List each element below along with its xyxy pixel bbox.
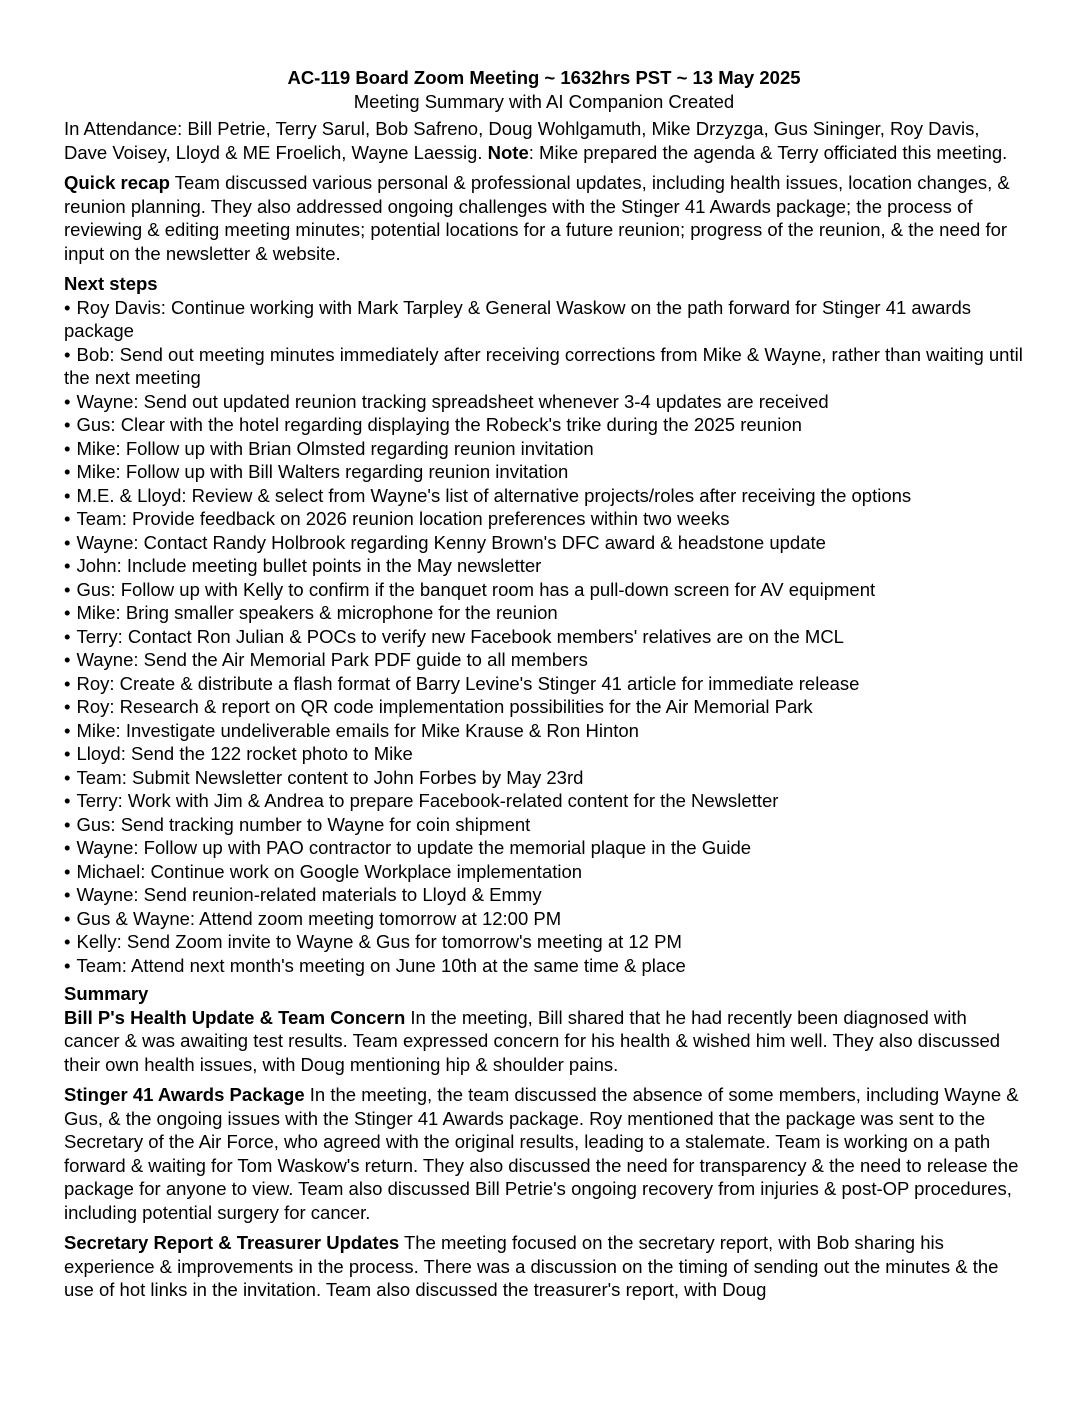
summary-section-label: Secretary Report & Treasurer Updates bbox=[64, 1232, 400, 1253]
next-step-text: Michael: Continue work on Google Workplace implementation bbox=[76, 860, 583, 882]
next-step-item bbox=[64, 460, 1024, 484]
bullet-icon: • bbox=[64, 813, 71, 835]
next-step-text: Terry: Contact Ron Julian & POCs to verify new Facebook members' relatives are on the MCL bbox=[76, 625, 844, 647]
next-step-text: Gus: Follow up with Kelly to confirm if the banquet room has a pull-down screen for AV equipment bbox=[76, 578, 876, 600]
next-step-item bbox=[64, 813, 1024, 837]
bullet-icon: • bbox=[64, 578, 71, 600]
next-step-text: M.E. & Lloyd: Review & select from Wayne's list of alternative projects/roles after receiving the options bbox=[76, 484, 912, 506]
next-step-text: Mike: Investigate undeliverable emails for Mike Krause & Ron Hinton bbox=[76, 719, 639, 741]
next-step-text: Gus & Wayne: Attend zoom meeting tomorrow at 12:00 PM bbox=[76, 907, 562, 929]
next-step-item bbox=[64, 578, 1024, 602]
bullet-icon: • bbox=[64, 696, 71, 717]
bullet-icon: • bbox=[64, 672, 71, 694]
bullet-icon: • bbox=[64, 884, 71, 905]
bullet-icon: • bbox=[64, 625, 71, 647]
summary-section-text: In the meeting, the team discussed the absence of some members, including Wayne & Gus, & the ongoing issues with the Stinger 41 Awards package. Roy mentioned that the package was sent to the Secretary of the Air Force, who agreed with the original results, leading to a stalemate. Team is working on a path forward & waiting for Tom Waskow's return. They also discussed the need for transparency & the need to release the package for anyone to view. Team also discussed Bill Petrie's ongoing recovery from injuries & post-OP procedures, including potential surgery for cancer. bbox=[64, 1084, 1019, 1223]
next-step-item bbox=[64, 554, 1024, 578]
bullet-icon: • bbox=[64, 414, 71, 435]
next-step-item bbox=[64, 883, 1024, 907]
bullet-icon: • bbox=[64, 296, 71, 318]
next-step-text: Team: Provide feedback on 2026 reunion location preferences within two weeks bbox=[76, 508, 730, 529]
summary-section-label: Stinger 41 Awards Package bbox=[64, 1084, 305, 1105]
next-step-text: Mike: Bring smaller speakers & microphone for the reunion bbox=[76, 602, 558, 623]
bullet-icon: • bbox=[64, 508, 71, 529]
next-step-text: Wayne: Send the Air Memorial Park PDF guide to all members bbox=[76, 649, 588, 670]
next-step-text: Gus: Clear with the hotel regarding displaying the Robeck's trike during the 2025 reunion bbox=[76, 414, 802, 435]
next-step-item bbox=[64, 954, 1024, 978]
recap-paragraph bbox=[64, 171, 1024, 265]
next-step-text: Roy: Research & report on QR code implementation possibilities for the Air Memorial Park bbox=[76, 696, 813, 717]
bullet-icon: • bbox=[64, 931, 71, 952]
next-step-item bbox=[64, 343, 1024, 390]
next-step-text: Wayne: Follow up with PAO contractor to update the memorial plaque in the Guide bbox=[76, 837, 752, 858]
next-step-text: Gus: Send tracking number to Wayne for coin shipment bbox=[76, 813, 531, 835]
next-step-item bbox=[64, 789, 1024, 813]
attendance-text: In Attendance: Bill Petrie, Terry Sarul, Bob Safreno, Doug Wohlgamuth, Mike Drzyzga, Gus Sininger, Roy Davis, Dave Voisey, Lloyd & ME Froelich, Wayne Laessig. bbox=[64, 118, 980, 163]
bullet-icon: • bbox=[64, 860, 71, 882]
bullet-icon: • bbox=[64, 343, 71, 365]
next-step-item bbox=[64, 719, 1024, 743]
document-body bbox=[64, 66, 1024, 1309]
next-step-item bbox=[64, 507, 1024, 531]
bullet-icon: • bbox=[64, 837, 71, 858]
next-step-item bbox=[64, 390, 1024, 414]
bullet-icon: • bbox=[64, 719, 71, 741]
next-step-text: Team: Submit Newsletter content to John Forbes by May 23rd bbox=[76, 766, 584, 788]
next-step-item bbox=[64, 860, 1024, 884]
summary-section bbox=[64, 1083, 1024, 1224]
document-title: AC-119 Board Zoom Meeting ~ 1632hrs PST ~ 13 May 2025 bbox=[287, 67, 801, 88]
document-subtitle: Meeting Summary with AI Companion Created bbox=[353, 90, 735, 112]
note-label: Note bbox=[487, 141, 529, 163]
bullet-icon: • bbox=[64, 790, 71, 811]
next-step-item bbox=[64, 437, 1024, 461]
next-step-item bbox=[64, 672, 1024, 696]
next-step-text: Roy: Create & distribute a flash format of Barry Levine's Stinger 41 article for immediate release bbox=[76, 672, 860, 694]
next-step-text: Bob: Send out meeting minutes immediately after receiving corrections from Mike & Wayne, rather than waiting until the next meeting bbox=[64, 343, 1023, 388]
next-step-item bbox=[64, 766, 1024, 790]
next-step-text: Kelly: Send Zoom invite to Wayne & Gus for tomorrow's meeting at 12 PM bbox=[76, 931, 682, 952]
next-step-item bbox=[64, 742, 1024, 766]
next-step-item bbox=[64, 296, 1024, 343]
next-step-text: Terry: Work with Jim & Andrea to prepare Facebook-related content for the Newsletter bbox=[76, 790, 779, 811]
summary-section bbox=[64, 1006, 1024, 1077]
summary-section-text: In the meeting, Bill shared that he had recently been diagnosed with cancer & was awaiting test results. Team expressed concern for his health & wished him well. They also discussed their own health issues, with Doug mentioning hip & shoulder pains. bbox=[64, 1006, 1001, 1075]
summary-heading: Summary bbox=[64, 983, 149, 1004]
summary-sections bbox=[64, 1006, 1024, 1302]
next-steps-list bbox=[64, 296, 1024, 978]
bullet-icon: • bbox=[64, 602, 71, 623]
next-step-item bbox=[64, 601, 1024, 625]
next-step-item bbox=[64, 907, 1024, 931]
next-step-text: Wayne: Send out updated reunion tracking spreadsheet whenever 3-4 updates are received bbox=[76, 390, 829, 412]
bullet-icon: • bbox=[64, 649, 71, 670]
bullet-icon: • bbox=[64, 484, 71, 506]
next-step-item bbox=[64, 695, 1024, 719]
summary-section-label: Bill P's Health Update & Team Concern bbox=[64, 1006, 406, 1028]
bullet-icon: • bbox=[64, 390, 71, 412]
next-step-item bbox=[64, 531, 1024, 555]
summary-section-text: The meeting focused on the secretary report, with Bob sharing his experience & improvements in the process. There was a discussion on the timing of sending out the minutes & the use of hot links in the invitation. Team also discussed the treasurer's report, with Doug bbox=[64, 1232, 999, 1300]
recap-label: Quick recap bbox=[64, 172, 170, 193]
next-step-item bbox=[64, 484, 1024, 508]
bullet-icon: • bbox=[64, 954, 71, 976]
next-step-text: Wayne: Contact Randy Holbrook regarding Kenny Brown's DFC award & headstone update bbox=[76, 531, 826, 553]
next-step-text: Mike: Follow up with Bill Walters regarding reunion invitation bbox=[76, 461, 569, 482]
next-step-item bbox=[64, 930, 1024, 954]
next-step-item bbox=[64, 625, 1024, 649]
next-step-item bbox=[64, 836, 1024, 860]
bullet-icon: • bbox=[64, 766, 71, 788]
next-step-item bbox=[64, 413, 1024, 437]
next-step-text: Roy Davis: Continue working with Mark Tarpley & General Waskow on the path forward for Stinger 41 awards package bbox=[64, 296, 972, 341]
next-step-text: Wayne: Send reunion-related materials to Lloyd & Emmy bbox=[76, 884, 542, 905]
recap-text: Team discussed various personal & professional updates, including health issues, location changes, & reunion planning. They also addressed ongoing challenges with the Stinger 41 Awards package; the process of reviewing & editing meeting minutes; potential locations for a future reunion; progress of the reunion, & the need for input on the newsletter & website. bbox=[64, 172, 1010, 264]
bullet-icon: • bbox=[64, 437, 71, 459]
note-text: : Mike prepared the agenda & Terry officiated this meeting. bbox=[528, 141, 1008, 163]
next-steps-heading: Next steps bbox=[64, 273, 158, 294]
bullet-icon: • bbox=[64, 907, 71, 929]
attendance-paragraph bbox=[64, 117, 1024, 164]
next-step-text: Mike: Follow up with Brian Olmsted regarding reunion invitation bbox=[76, 437, 594, 459]
bullet-icon: • bbox=[64, 743, 71, 764]
summary-section bbox=[64, 1231, 1024, 1302]
next-step-text: John: Include meeting bullet points in the May newsletter bbox=[76, 555, 542, 576]
next-step-item bbox=[64, 648, 1024, 672]
bullet-icon: • bbox=[64, 555, 71, 576]
next-step-text: Team: Attend next month's meeting on June 10th at the same time & place bbox=[76, 954, 686, 976]
bullet-icon: • bbox=[64, 531, 71, 553]
bullet-icon: • bbox=[64, 461, 71, 482]
next-step-text: Lloyd: Send the 122 rocket photo to Mike bbox=[76, 743, 413, 764]
